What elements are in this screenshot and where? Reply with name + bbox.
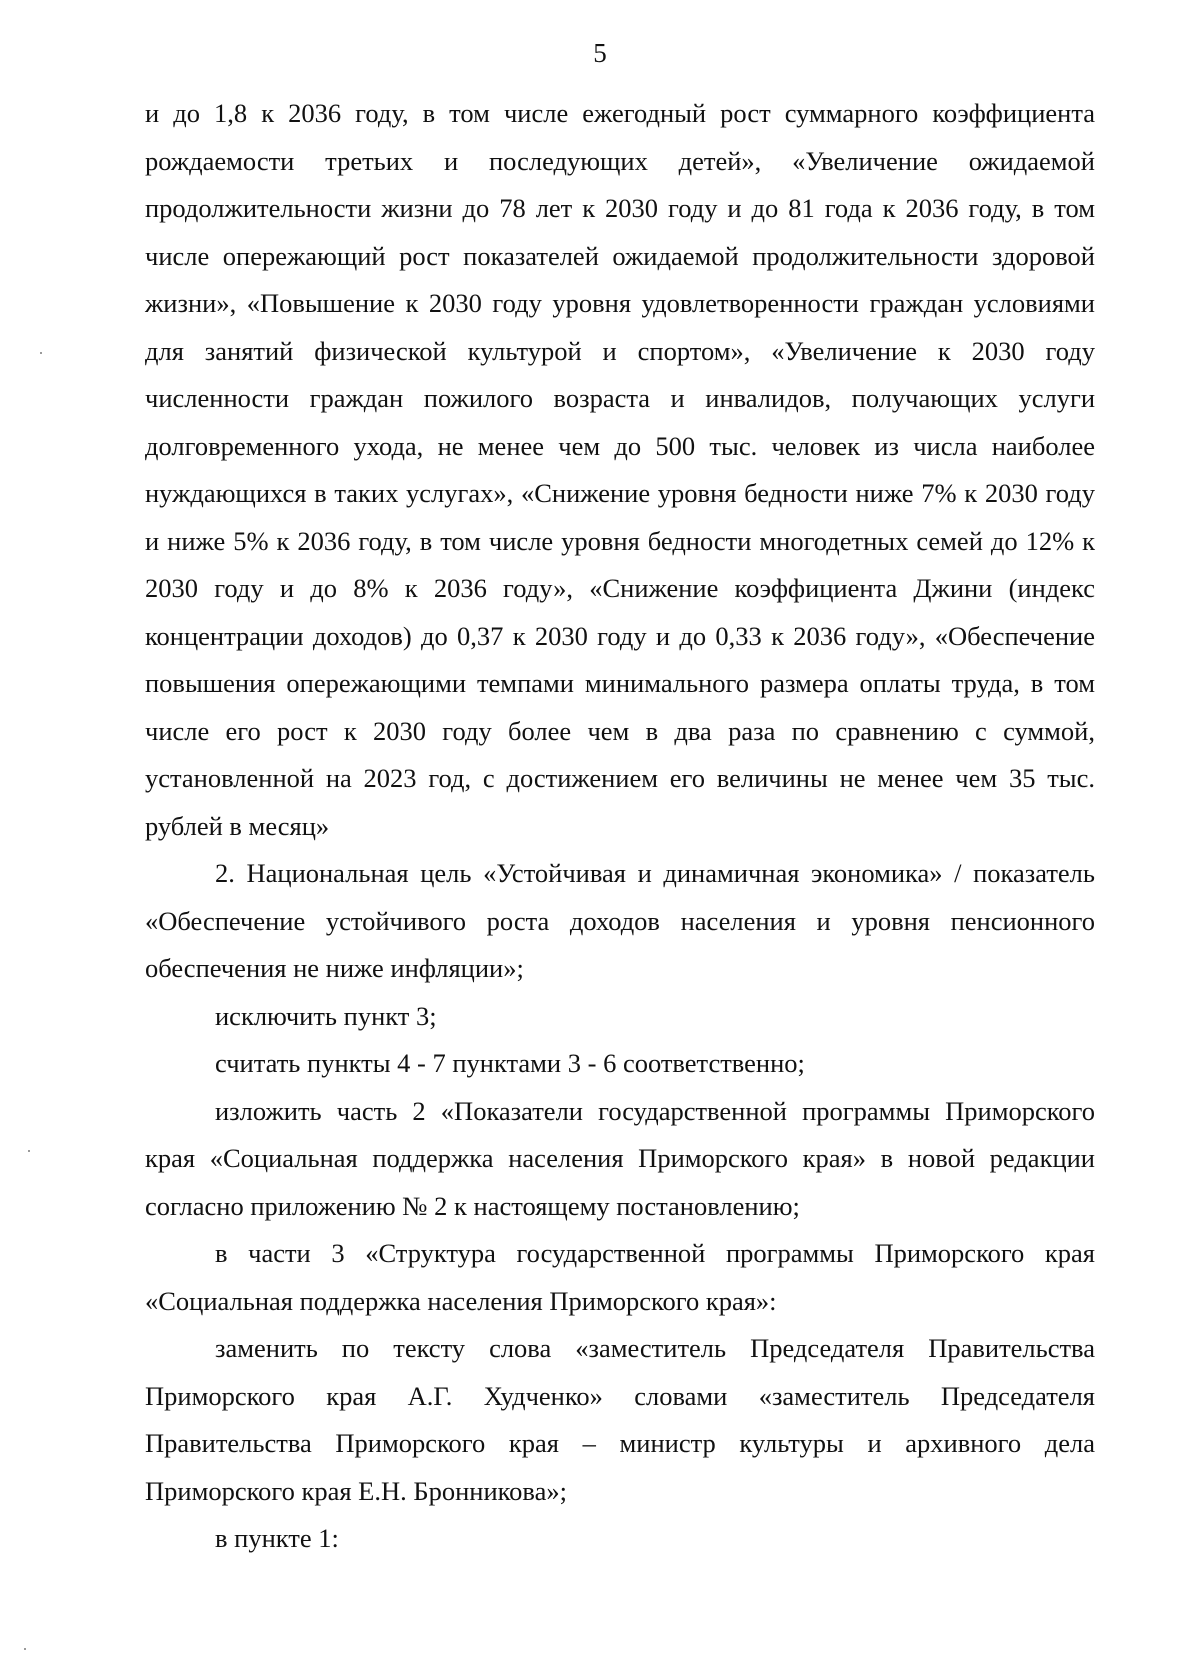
document-body	[145, 90, 1095, 1563]
paragraph-replace-words: заменить по тексту слова «заместитель Председателя Правительства Приморского края А.Г. Худченко» словами «заместитель Председателя Правительства Приморского края – министр культуры и архивного дела Приморского края Е.Н. Бронникова»;	[145, 1333, 1095, 1506]
paragraph-continuation: и до 1,8 к 2036 году, в том числе ежегодный рост суммарного коэффициента рождаемости третьих и последующих детей», «Увеличение ожидаемой продолжительности жизни до 78 лет к 2030 году и до 81 года к 2036 году, в том числе опережающий рост показателей ожидаемой продолжительности здоровой жизни», «Повышение к 2030 году уровня удовлетворенности граждан условиями для занятий физической культурой и спортом», «Увеличение к 2030 году численности граждан пожилого возраста и инвалидов, получающих услуги долговременного ухода, не менее чем до 500 тыс. человек из числа наиболее нуждающихся в таких услугах», «Снижение уровня бедности ниже 7% к 2030 году и ниже 5% к 2036 году, в том числе уровня бедности многодетных семей до 12% к 2030 году и до 8% к 2036 году», «Снижение коэффициента Джини (индекс концентрации доходов) до 0,37 к 2030 году и до 0,33 к 2036 году», «Обеспечение повышения опережающими темпами минимального размера оплаты труда, в том числе его рост к 2030 году более чем в два раза по сравнению с суммой, установленной на 2023 год, с достижением его величины не менее чем 35 тыс. рублей в месяц»	[145, 98, 1095, 841]
scan-artifact	[24, 1648, 26, 1650]
scan-artifact	[40, 352, 42, 354]
paragraph-national-goal: 2. Национальная цель «Устойчивая и динамичная экономика» / показатель «Обеспечение устойчивого роста доходов населения и уровня пенсионного обеспечения не ниже инфляции»;	[145, 858, 1095, 983]
paragraph-exclude-item: исключить пункт 3;	[215, 1000, 437, 1031]
paragraph-renumber-items: считать пункты 4 - 7 пунктами 3 - 6 соответственно;	[215, 1048, 805, 1078]
paragraph-in-item-1: в пункте 1:	[215, 1523, 339, 1553]
paragraph-part-3-structure: в части 3 «Структура государственной программы Приморского края «Социальная поддержка населения Приморского края»:	[145, 1238, 1095, 1316]
paragraph-part-2-new-edition: изложить часть 2 «Показатели государственной программы Приморского края «Социальная поддержка населения Приморского края» в новой редакции согласно приложению № 2 к настоящему постановлению;	[145, 1095, 1095, 1221]
scan-artifact	[28, 1150, 30, 1152]
page-number: 5	[593, 38, 607, 68]
